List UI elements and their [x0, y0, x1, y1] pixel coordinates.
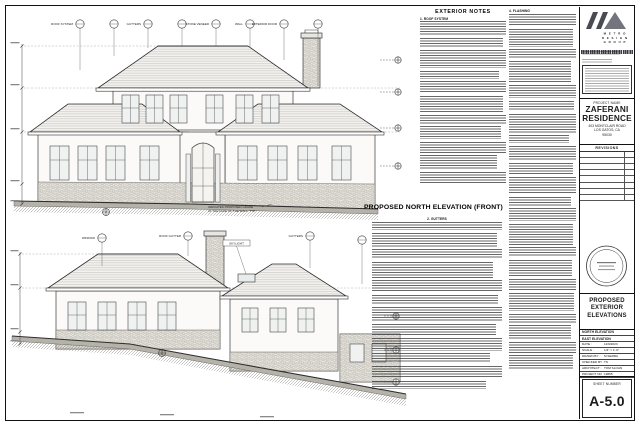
illegible-paragraph	[420, 115, 506, 124]
illegible-paragraph	[420, 81, 506, 93]
callout-label: ROOF GUTTER	[159, 234, 181, 238]
field-label: PROJECT NO :	[582, 371, 604, 376]
sheet-title-section	[580, 293, 634, 330]
illegible-paragraph	[372, 353, 490, 363]
skylight-callout	[223, 240, 250, 274]
blank-section	[580, 201, 634, 239]
callout-label: SKYLIGHT	[229, 241, 244, 246]
illegible-paragraph	[509, 247, 576, 257]
stamp-section	[580, 239, 634, 293]
illegible-paragraph	[372, 222, 502, 230]
logo-text-metro: M E T R O	[603, 31, 627, 36]
illegible-paragraph	[509, 279, 576, 291]
field-label: ARCHITECT :	[582, 365, 602, 370]
illegible-paragraph	[420, 96, 503, 112]
note-heading-flashing: 4. FLASHING	[509, 9, 530, 13]
sheet-title-line2: EXTERIOR	[590, 305, 624, 312]
illegible-paragraph	[509, 260, 572, 276]
illegible-paragraph	[509, 177, 576, 194]
illegible-paragraph	[372, 366, 502, 378]
illegible-paragraph	[420, 50, 506, 68]
left-dimension-string	[11, 42, 24, 206]
illegible-paragraph	[372, 381, 486, 389]
callout-label: EXTERIOR DOOR	[251, 22, 277, 26]
dimension-text-marks	[70, 412, 274, 417]
callout-label: GUTTERS	[288, 234, 303, 238]
sheet-number-section	[580, 377, 634, 420]
field-label: SCALE :	[582, 347, 594, 352]
skylight	[238, 274, 255, 282]
stone-veneer	[56, 330, 400, 382]
revisions-section	[580, 145, 634, 201]
left-dimension-string	[11, 250, 22, 346]
project-name-label: PROJECT NAME	[593, 100, 621, 105]
exterior-notes-column-a	[420, 9, 506, 187]
callout-label: STONE VENEER	[185, 22, 209, 26]
scope-north-elevation: NORTH ELEVATION	[580, 330, 634, 336]
illegible-paragraph	[509, 49, 576, 58]
illegible-paragraph	[420, 71, 499, 79]
sheet-title-line3: ELEVATIONS	[587, 312, 627, 319]
illegible-paragraph	[372, 307, 502, 322]
illegible-paragraph	[585, 68, 629, 92]
illegible-paragraph	[509, 85, 576, 98]
exterior-notes-column-b	[509, 9, 576, 373]
note-heading-gutters: 2. GUTTERS	[427, 217, 447, 221]
project-name-section	[580, 98, 634, 145]
illegible-paragraph	[372, 262, 493, 278]
illegible-paragraph	[582, 51, 620, 56]
sheet-title-line1: PROPOSED	[589, 297, 625, 304]
field-value: TOM SLOAN	[604, 365, 623, 370]
callout-label: WALL	[234, 22, 243, 26]
title-block	[579, 7, 634, 419]
benchmark-icon	[159, 350, 166, 357]
field-value: 19665	[604, 371, 613, 376]
contact-info	[580, 50, 634, 65]
sheet-number-label: SHEET NUMBER	[593, 381, 621, 386]
illegible-paragraph	[509, 325, 571, 339]
field-value: 1/4" = 1'-0"	[604, 347, 620, 352]
callout-label: ROOF SYSTEM	[51, 22, 73, 26]
logo-text-design: D E S I G N	[601, 35, 629, 40]
illegible-paragraph	[420, 155, 497, 169]
revisions-label: REVISIONS	[580, 145, 634, 153]
illegible-paragraph	[420, 38, 503, 48]
illegible-paragraph	[372, 324, 496, 335]
illegible-paragraph	[509, 224, 573, 245]
illegible-paragraph	[582, 59, 612, 63]
illegible-paragraph	[372, 249, 502, 259]
illegible-paragraph	[509, 61, 571, 83]
metro-design-group-logo	[580, 7, 633, 45]
field-label: DRAWN BY :	[582, 353, 601, 358]
project-address-line3: 95030	[602, 132, 612, 137]
illegible-paragraph	[420, 21, 506, 35]
grade-note-line2: AT THE FACE OF THE WALL, TYP.	[208, 208, 256, 213]
illegible-paragraph	[509, 197, 571, 206]
illegible-paragraph	[372, 295, 498, 304]
callout-label: GUTTERS	[126, 22, 141, 26]
illegible-paragraph	[509, 146, 576, 161]
illegible-paragraph	[509, 14, 576, 26]
field-value: 11/9/2023	[604, 341, 618, 346]
illegible-paragraph	[509, 135, 569, 143]
illegible-paragraph	[509, 342, 576, 353]
upper-elevation-drawing	[10, 8, 415, 220]
illegible-paragraph	[372, 233, 497, 247]
elevation-marker-icons	[380, 57, 401, 169]
note-heading-roof-system: 1. ROOF SYSTEM	[420, 17, 449, 21]
logo-text-group: G R O U P	[603, 39, 627, 44]
architect-stamp-seal	[580, 239, 633, 293]
disclaimer-box	[580, 65, 634, 98]
illegible-paragraph	[509, 355, 573, 370]
sheet-number-box	[582, 379, 632, 418]
project-address-line1: 403 MONTCLAIR ROAD	[588, 124, 626, 129]
grade-note-line1: INDICATES PROPOSED GRADE	[208, 205, 254, 209]
elevation-title: PROPOSED NORTH ELEVATION (FRONT)	[364, 204, 503, 211]
field-label: CHECKED BY :	[582, 359, 604, 364]
illegible-paragraph	[420, 142, 506, 153]
illegible-paragraph	[509, 114, 576, 133]
project-address-line2: LOS GATOS, CA	[594, 128, 620, 133]
project-name-line2: RESIDENCE	[582, 113, 632, 123]
chimney	[301, 30, 322, 88]
field-value: M.SERRA	[604, 353, 619, 358]
illegible-paragraph	[509, 314, 576, 323]
exterior-notes-title: EXTERIOR NOTES	[435, 9, 491, 15]
illegible-paragraph	[509, 293, 574, 311]
lower-elevation-drawing	[10, 224, 410, 422]
illegible-paragraph	[372, 280, 502, 292]
logo-section	[580, 7, 634, 50]
sheet-number: A-5.0	[589, 392, 625, 409]
illegible-paragraph	[509, 101, 574, 111]
project-name-line1: ZAFERANI	[585, 104, 629, 114]
illegible-paragraph	[509, 163, 573, 174]
illegible-paragraph	[420, 172, 506, 184]
sheet-info-section	[580, 330, 634, 377]
exterior-notes-column-a-lower	[372, 217, 502, 391]
scope-east-elevation: EAST ELEVATION	[580, 336, 634, 342]
illegible-paragraph	[372, 338, 502, 351]
illegible-paragraph	[509, 29, 573, 47]
benchmark-icon	[103, 209, 110, 216]
illegible-paragraph	[420, 126, 501, 139]
illegible-paragraph	[509, 208, 576, 221]
callout-label: WINDOW	[81, 236, 95, 240]
field-value: TS	[604, 359, 608, 364]
field-label: DATE :	[582, 341, 592, 346]
